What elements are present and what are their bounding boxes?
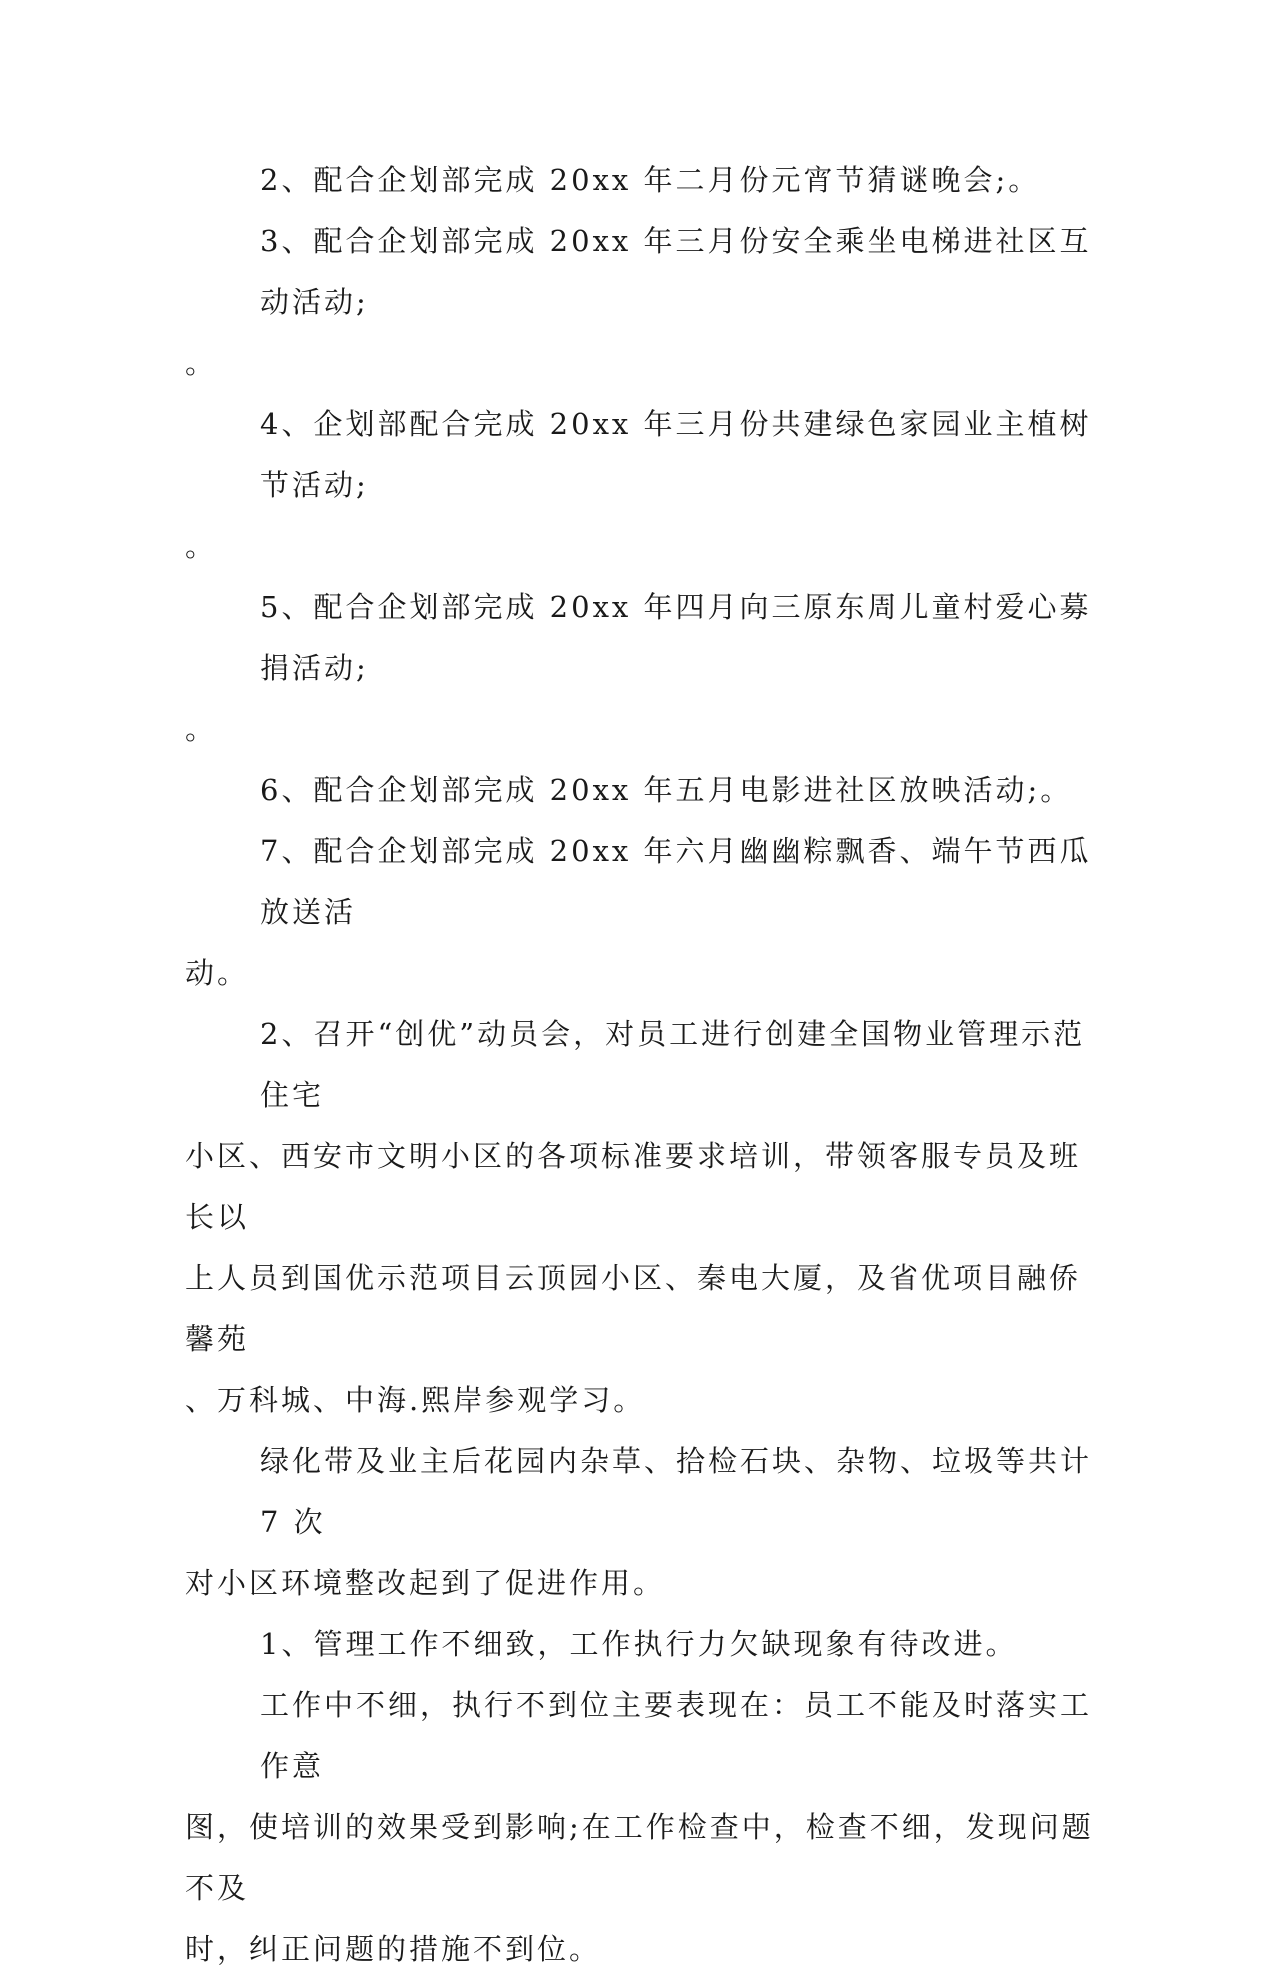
text-line: 。	[185, 346, 218, 380]
text-line: 绿化带及业主后花园内杂草、拾检石块、杂物、垃圾等共计 7 次	[260, 1444, 1093, 1539]
text-line: 时，纠正问题的措施不到位。	[185, 1932, 602, 1966]
document-body	[185, 150, 1095, 1980]
text-line: 4、企划部配合完成 20xx 年三月份共建绿色家园业主植树节活动;	[260, 407, 1092, 502]
text-line: 工作中不细，执行不到位主要表现在：员工不能及时落实工作意	[260, 1688, 1093, 1783]
text-line: 2、召开“创优”动员会，对员工进行创建全国物业管理示范住宅	[260, 1017, 1086, 1112]
text-line: 小区、西安市文明小区的各项标准要求培训，带领客服专员及班长以	[185, 1139, 1082, 1234]
text-line: 。	[185, 712, 218, 746]
text-line: 5、配合企划部完成 20xx 年四月向三原东周儿童村爱心募捐活动;	[260, 590, 1092, 685]
text-line: 上人员到国优示范项目云顶园小区、秦电大厦，及省优项目融侨馨苑	[185, 1261, 1082, 1356]
text-line: 6、配合企划部完成 20xx 年五月电影进社区放映活动;。	[260, 773, 1073, 807]
text-line: 、万科城、中海.熙岸参观学习。	[185, 1383, 646, 1417]
text-line: 动。	[185, 956, 250, 990]
text-line: 7、配合企划部完成 20xx 年六月幽幽粽飘香、端午节西瓜放送活	[260, 834, 1092, 929]
text-line: 图，使培训的效果受到影响;在工作检查中，检查不细，发现问题不及	[185, 1810, 1094, 1905]
text-line: 2、配合企划部完成 20xx 年二月份元宵节猜谜晚会;。	[260, 163, 1041, 197]
text-line: 对小区环境整改起到了促进作用。	[185, 1566, 666, 1600]
text-line: 1、管理工作不细致，工作执行力欠缺现象有待改进。	[260, 1627, 1018, 1661]
text-line: 。	[185, 529, 218, 563]
text-line: 3、配合企划部完成 20xx 年三月份安全乘坐电梯进社区互动活动;	[260, 224, 1092, 319]
